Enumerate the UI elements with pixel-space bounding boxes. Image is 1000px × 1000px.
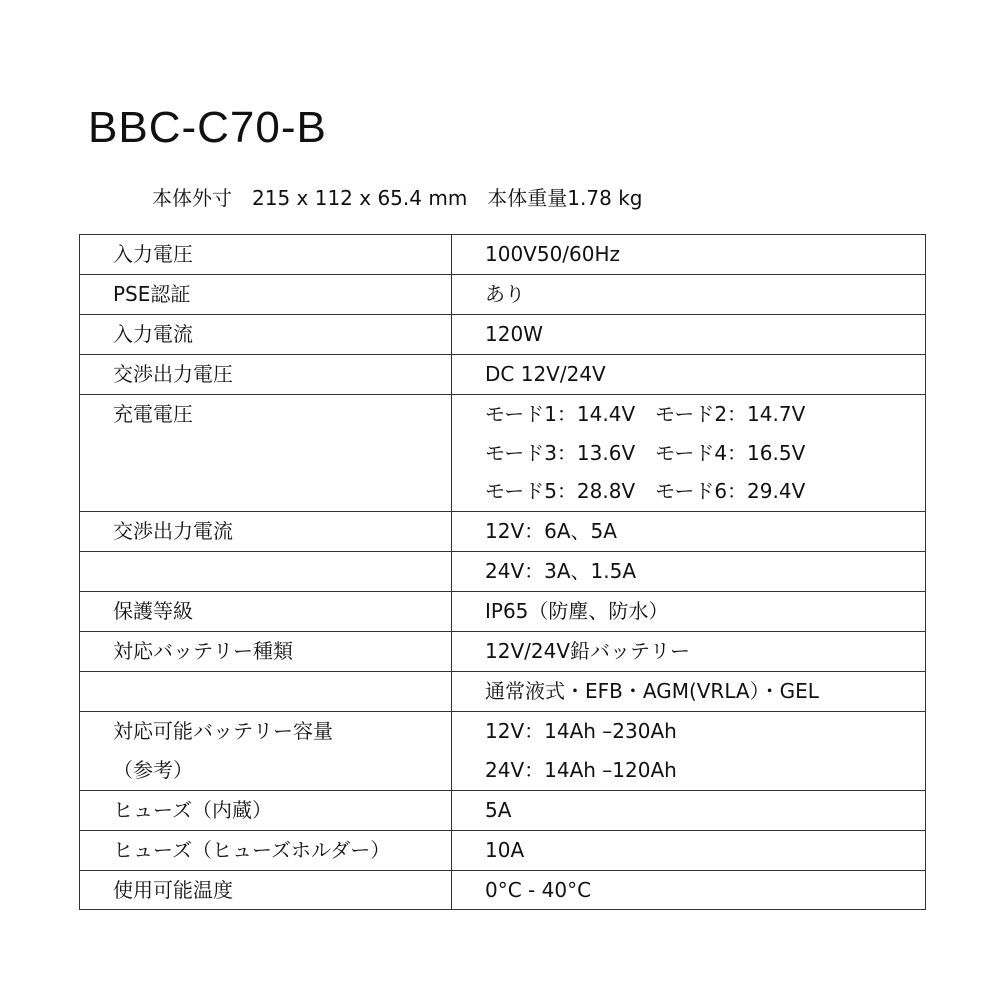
spec-label: 対応バッテリー種類 <box>113 639 293 664</box>
spec-value-cell <box>452 592 926 632</box>
spec-label-cell <box>80 671 452 711</box>
spec-label: ヒューズ（内蔵） <box>113 797 272 822</box>
spec-row <box>80 830 926 870</box>
spec-value: モード3：13.6V モード4：16.5V <box>485 440 806 465</box>
spec-value-cell <box>452 235 926 275</box>
spec-label: 交渉出力電流 <box>113 519 233 544</box>
spec-label-cell <box>80 830 452 870</box>
spec-label-cell <box>80 870 452 910</box>
spec-value: モード5：28.8V モード6：29.4V <box>485 479 806 504</box>
spec-value-cell <box>452 314 926 354</box>
spec-label <box>113 434 451 473</box>
spec-label-cell <box>80 592 452 632</box>
spec-row <box>80 274 926 314</box>
spec-value: 12V/24V鉛バッテリー <box>485 639 690 664</box>
spec-value-cell <box>452 274 926 314</box>
spec-value: 0°C - 40°C <box>485 877 592 902</box>
spec-label: 入力電流 <box>113 321 193 346</box>
spec-table-body <box>80 235 926 910</box>
spec-value: IP65（防塵、防水） <box>485 599 669 624</box>
spec-label: 交渉出力電圧 <box>113 361 233 386</box>
spec-table <box>79 234 926 910</box>
spec-row <box>80 394 926 512</box>
spec-value: 5A <box>485 797 512 822</box>
spec-row <box>80 870 926 910</box>
spec-value-cell <box>452 671 926 711</box>
spec-label-cell <box>80 552 452 592</box>
spec-row <box>80 671 926 711</box>
spec-label-cell <box>80 235 452 275</box>
spec-label: ヒューズ（ヒューズホルダー） <box>113 837 391 862</box>
spec-label: PSE認証 <box>113 281 191 306</box>
spec-value: 12V：14Ah –230Ah <box>485 718 677 743</box>
dimensions-weight: 本体外寸 215 x 112 x 65.4 mm 本体重量1.78 kg <box>152 186 643 210</box>
spec-row <box>80 314 926 354</box>
spec-value: 通常液式・EFB・AGM(VRLA）・GEL <box>485 678 819 703</box>
spec-row <box>80 354 926 394</box>
spec-value: 10A <box>485 837 525 862</box>
spec-row <box>80 592 926 632</box>
spec-value: 12V：6A、5A <box>485 519 617 544</box>
spec-label: （参考） <box>113 757 193 782</box>
spec-value-cell <box>452 711 926 790</box>
spec-label: 対応可能バッテリー容量 <box>113 718 333 743</box>
spec-value-cell <box>452 394 926 512</box>
spec-label-cell <box>80 632 452 672</box>
spec-value-cell <box>452 354 926 394</box>
spec-value-cell <box>452 790 926 830</box>
spec-row <box>80 512 926 552</box>
spec-value: 100V50/60Hz <box>485 242 621 266</box>
spec-label-cell <box>80 274 452 314</box>
spec-label <box>113 672 451 711</box>
spec-label: 入力電圧 <box>113 242 193 266</box>
spec-value-cell <box>452 512 926 552</box>
spec-row <box>80 790 926 830</box>
spec-value-cell <box>452 632 926 672</box>
spec-label-cell <box>80 394 452 512</box>
spec-value-cell <box>452 870 926 910</box>
spec-row <box>80 235 926 275</box>
spec-label-cell <box>80 314 452 354</box>
spec-value: DC 12V/24V <box>485 361 606 386</box>
spec-value: モード1：14.4V モード2：14.7V <box>485 401 806 426</box>
spec-value: 120W <box>485 321 543 346</box>
spec-label: 使用可能温度 <box>113 877 233 902</box>
spec-label-cell <box>80 790 452 830</box>
spec-label: 充電電圧 <box>113 401 193 426</box>
spec-label-cell <box>80 512 452 552</box>
spec-value-cell <box>452 552 926 592</box>
spec-row <box>80 552 926 592</box>
spec-value: 24V：14Ah –120Ah <box>485 757 677 782</box>
product-title: BBC-C70-B <box>88 103 327 152</box>
spec-label-cell <box>80 354 452 394</box>
spec-row <box>80 632 926 672</box>
spec-label-cell <box>80 711 452 790</box>
spec-label <box>113 472 451 511</box>
spec-label: 保護等級 <box>113 599 193 624</box>
spec-value: 24V：3A、1.5A <box>485 559 637 584</box>
spec-value-cell <box>452 830 926 870</box>
spec-value: あり <box>485 281 525 306</box>
spec-label <box>113 552 451 591</box>
spec-row <box>80 711 926 790</box>
